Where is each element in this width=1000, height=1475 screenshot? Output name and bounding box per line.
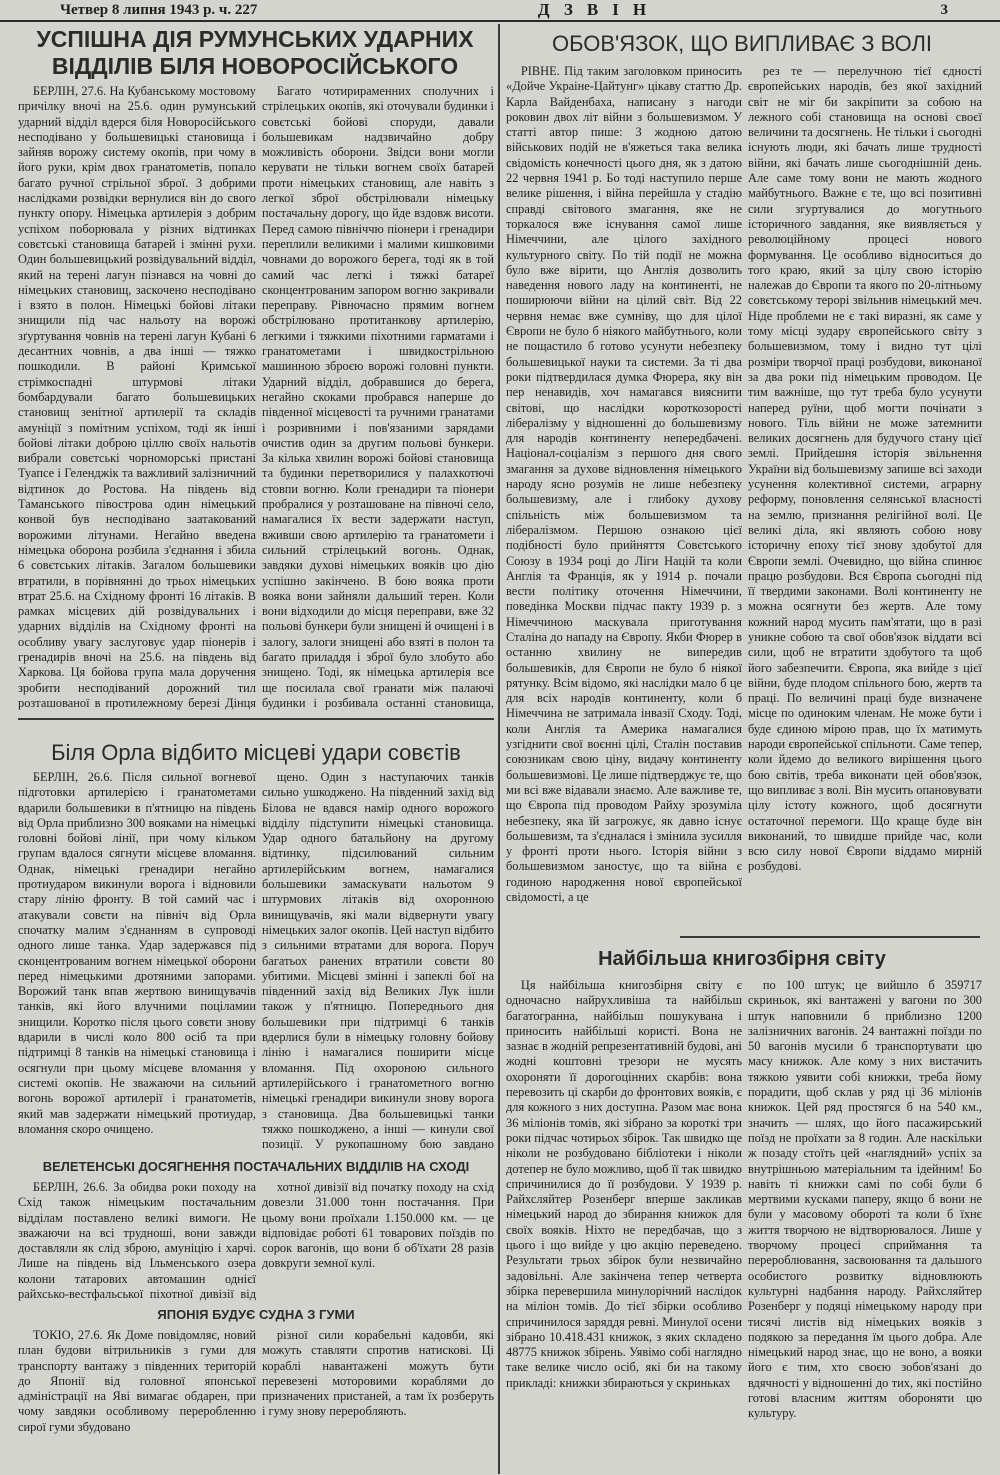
article-supply-text1: БЕРЛІН, 26.6. За обидва роки походу на Схід також німецьким постачальним відділам поставлено великі вимоги. Не зважаючи на всі трудноші, вони завжди доставляли як слід зброю, амуніцію і харчі. Лише на південь від Ільменського озера колони татарових автомашин однієї райхсько-вестфальської піхотної дивізії від bbox=[18, 1180, 256, 1302]
headline-orel: Біля Орла відбито місцеві удари совєтів bbox=[51, 740, 461, 765]
article-romanian-col1 bbox=[18, 84, 256, 712]
masthead bbox=[0, 0, 1000, 22]
article-romanian-text2: Багато чотирираменних сполучних і стрілецьких окопів, які оточували будинки і совєтські бойові споруди, давали большевикам надзвичайно добру можливість оборони. Звідси вони могли керувати не тільки вогнем своїх батарей проти німецьких становищ, але навіть з легкої зброї обстрілювали німецьку постачальну дорогу, що йде вздовж висоти. Перед самою північчю піонери і гренадири переплили великими і малими кишковими човнами до ворожого берега, тоді як в той самий час легкі і тяжкі батареї сконцентрованим запором вогню закривали переправу. Рівночасно прямим вогнем обстрілювано протитанкову артилерію, легкими і тяжкими піхотними гарматами і гранатометами і швидкострільною машинною зброєю ворожі головні пункти. Ударний відділ, добравшися до берега, негайно скоками пробрався наперше до південної місцевості та ручними гранатами і розривними і пов'язаними зарядами очистив один за другим польові бункери. За кілька хвилин ворожі бойові становища та будинки перетворилися у палахкотючі стовпи вогню. Коли гренадири та піонери пробралися у розташоване на півночі село, намагалися їх вести задержати наступ, вживши свою артилерію та гранатомети і сильний стрілецький вогонь. Однак, завдяки духові німецьких вояків цю дію успішно закінчено. В бою вояка проти вояка вони зайняли дальший терен. Коли вони відходили до місця переправи, вже 32 польові бункери були знищені й очищені і в залогу, залоги знищені або взяті в полон та багато приладдя і зброї було злобуто або знищено. Тоді, як німецька артилерія все ще посилала свої гранати між палаючі будинки і розбивала останні становища, bbox=[262, 84, 494, 710]
section-divider-right bbox=[680, 936, 980, 938]
article-library-text1: Ця найбільша книгозбірня світу є одночасно найрухливіша та найбільш багатогранна, найбільш пошукувана і приносить найбільші користі. Вона не зазнає в жодній репрезентативній будові, ані жодні коштовні трезори не мусять охороняти її дорогоцінних скарбів: вона перевозить ці скарби до фронтових вояків, є для кожного з них доступна. Разом має вона 36 міліонів томів, які зібрано за короткі три роки підчас чотирьох збірок. Так швидко ще ніколи не розбудовано бібліотеки і ніколи дотепер не було можливо, щоб її так швидко спричинилися до її розбудови. У 1939 р. Райхсляйтер Розенберг вперше закликав німецький народ до збирання книжок для своїх вояків. Ніхто не передбачав, що з цього і що вийде у цю акцію переведено. Результати трьох збірок були незвичайно задовільні. Але закінчена тепер четверта збірка перевершила минулорічний наслідок на міліон томів. До тієї збірки особливо спричинилося заряддя ревні. Минулої осени зібрано 10.418.431 книжок, з яких складено 48775 книжок збірень. Уявімо собі наглядно таке велике число осіб, які би на такому прикладі: книжки збираються у скриньках bbox=[506, 978, 742, 1390]
article-supply-text2: хотної дивізії від початку походу на схід довезли 31.000 тонн постачання. При цьому вони проїхали 1.150.000 км. — це відповідає роботі 61 товарових поїздів по сорок вагонів, що вони б об'їхати 28 разів довкруги земної кулі. bbox=[262, 1180, 494, 1271]
article-romanian-col2 bbox=[262, 84, 494, 712]
article-orel-text1: БЕРЛІН, 26.6. Після сильної вогневої підготовки артилерією і гранатометами вдарили большевики в п'ятницю на південь від Орла приблизно 300 вояками на німецькі головні бойові лінії, при чому кільком групам вдалося сягнути місцеве вломання. Однак, німецькі гренадири негайно протиударом викинули ворога і відновили стару лінію фронту. В той самий час і атакували совєти на північ від Орла спочатку малим з'єднанням в супроводі одного лише танка. Удар задержався під сконцентрованим вогнем німецької оборони перед німецькими дротяними запорами. Ворожий танк впав жертвою винищувачів танків, які його влучними поціламии знищили. Коротко після цього совєти знову вдарили в числі коло 800 осіб та при підтримці 8 танків на німецькі становища і осягнули при цьому місцеве вломання у системі окопів. Не зважаючи на сильний вогонь ворожої артилерії і гранатометів, який мав задержати німецький протиудар, вломання скоро очищено. bbox=[18, 770, 256, 1136]
article-library-col2 bbox=[748, 978, 982, 1473]
article-japan-col1 bbox=[18, 1328, 256, 1473]
headline-japan: ЯПОНІЯ БУДУЄ СУДНА З ГУМИ bbox=[157, 1307, 355, 1322]
article-japan-col2 bbox=[262, 1328, 494, 1473]
article-japan-text2: різної сили корабельні кадовби, які можуть ставляти спротив натискові. Ці кораблі навантажені можуть бути перевезені моторовими кораблями до призначених пристаней, а там їх розберуть і гуму знову переробляють. bbox=[262, 1328, 494, 1419]
article-supply-col1 bbox=[18, 1180, 256, 1302]
article-romanian-text1: БЕРЛІН, 27.6. На Кубанському мостовому причілку вночі на 25.6. один румунський ударний відділ вдерся біля Новоросійського несподівано у большевицькі становища і зайняв ворожу систему окопів, при чому в його руки, крім двох гранатометів, попало багато ручної стрільної зброї. З добрими наслідками розвідки вернулися він до свого пункту опору. Німецька артилерія з добрим успіхом поборювала у різних відтинках совєтські становища батарей і змінні рухи. Один большевицький розвідувальний відділ, який на терені лагун пізнався на човні до німецьких становищ, заскочено несподівано і взято в полон. Німецькі бойові літаки знищили під час нальоту на ворожі зґуртування човнів на терені лагун Кубані 6 десантних човнів, а два інші — тяжко пошкодили. В районі Кримської стрімкоспадні штурмові літаки бомбардували багато большевицьких становищ зенітної артилерії та складів амуніції з помітним успіхом, тоді як інші бойові літаки доброю ціллю своїх нальотів вибрали совєтські чорноморські пристані Туапсе і Геленджік та важливий залізничний відтинок до Ростова. На південь від Таманського півострова один німецький конвой був несподівано заатакований ворожими літунами. Негайно введена німецька оборона розбила з'єднання і збила 6 совєтських літаків. Загалом большевики втратили, в порівнянні до трьох німецьких втрат 25.6. на Східному фронті 16 літаків. В рамках місцевих дій розвідувальних і ударних відділів на Східному фронті на особливу увагу заслуговує удар піонерів і гренадирів вночі на 25.6. на південь від Харкова. Ця бойова група мала доручення зробити несподіваний дорожний тил розташованої в протилежному березі Дінця bbox=[18, 84, 256, 710]
article-duty-col2 bbox=[748, 64, 982, 916]
article-duty-text2: рез те — перелучною тієї єдності європейських народів, без якої західний світ не міг би закріпити за собою на лежного собі становища на основі своєї величини та досягнень. Не тільки і сьогодні існують люди, які бачать лише трудності війни, які бачать лише сьогоднішній день. Але саме тому вони не мають жодного майбутнього. Важне є те, що всі позитивні сили згуртувалися до могутнього історичного завдання, яке виявляється у революційному процесі нового формування. Це особливо відноситься до того краю, який за цілу свою історію належав до Європи та якого по 20-літньому совєтському терорі звільнив німецький меч. Ніде проблеми не є такі виразні, як саме у тому місці зудару європейського світу з большевизмом, тому і видно тут цілі розміри творчої праці розбудови, виконаної за два роки під німецьким проводом. Це тим важніше, що тут треба було усунути наперед руїни, щоб могти почінати з нового. Тіль війни не може затемнити великих досягнень для будучого стану цієї землі. Прийдешня історія звільнення України від большевизму запише всі заходи усунення колективної системи, аграрну реформу, поновлення селянської власності на землю, признання релігійної волі. Це великі діла, які являють собою нову історичну епоху тієї знову здобутої для Європи землі. Очевидно, що війна спинює працю розбудови. Вся Європа сьогодні під її твердими законами. Волі континенту не можна осягнути без жертв. Але тому кожний народ мусить пам'ятати, що в разі уникне собою та свої обов'язок віддати всі сили, щоб не втратити здобутого та щоб його забезпечити. Європа, яка вийде з цієї війни, буде плодом спільного бою, жертв та праці. По величині праці буде визначене місце по одиноким членам. Не може бути і буде єдиною мірою прав, що їх матимуть народи європейської спільноти. Саме тепер, коли йдемо до великого вирішення цього бою світів, треба виконати цей обов'язок, що випливає з волі. Він мусить опановувати цілу істоту кожного, щоб досягнути остаточної перемоги. Що краще буде він виконаний, то швидше прийде час, коли всю силу нової Європи віддамо мирній розбудові. bbox=[748, 64, 982, 874]
headline-library: Найбільша книгозбірня світу bbox=[598, 948, 886, 970]
article-duty-text1: РІВНЕ. Під таким заголовком приносить «Дойче Украіне-Цайтунг» цікаву статтю Др. Карла Вайденбаха, написану з нагоди роковин двох літ війни з большевизмом. У статті автор пише: З жодною датою військових подій не в'яжеться така велика свідомість конечності цього дня, як з датою 22 червня 1941 р. Бо тоді наступило перше велике рішення, і війна перейшла у стадію справді світового змагання, яке не торкалося вже існування самої лише Німеччини, але цілого західного культурного світу. По тій події не можна було вже вірити, що Англія дозволить наведення нового ладу на континенті, не поширюючи війни на цілий світ. Від 22 червня немає вже сумніву, що для цілої Європи не було б ніякого майбутнього, коли не пощастило б готово усунути небезпеку большевицької науки та системи. За ті два роки підтвердилася думка Фюрера, яку він пер ненавидів, хоч намагався вияснити світові, що наслідки короткозорості лібералізму у відношенні до большевизму для народів континенту непередбачені. Націонал-соціалізм з першого дня свого змагання за духове відновлення німецького народу ясно розумів не лише небезпеку большевизму, але і глибоку духову спільність між большевизмом та лібералізмом. Першою ознакою цієї подібності було прийняття Совєтського Союзу в 1934 році до Ліги Націй та коли Англія та Франція, як у 1914 р. почали вести політику оточення Німеччини, поведінка Москви підчас пакту 1939 р. з Німеччиною маскувала приготування Сталіна до нападу на Європу. Якби Фюрер в останню хвилину не випередив большевиків, для Європи не було б ніякої рятунку. Всім відомо, які наслідки мало б це для всіх народів континенту, коли б Німеччина не затримала інвазії Сходу. Тоді, коли Англія та Америка намагалися узгіднити свої воєнні цілі, Сталін поставив союзникам свою ціну, видачу континенту большевизмові. Це лише підтверджує те, що ми всі вже відавали знаємо. Але важливе те, що Європа під проводом Райху зрозуміла небезпеку, яка їй загрожує, як давно існує большевизм, та з'єдналася і змінила зусилля у фронті проти нього. Історія війни з большевизмом заностує, що та війна є годиною народження нової європейської свідомості, а це bbox=[506, 64, 742, 905]
article-orel-col2 bbox=[262, 770, 494, 1152]
headline-supply: ВЕЛЕТЕНСЬКІ ДОСЯГНЕННЯ ПОСТАЧАЛЬНИХ ВІДДІЛІВ НА СХОДІ bbox=[42, 1159, 470, 1174]
section-divider bbox=[18, 718, 494, 720]
article-japan-text1: ТОКІО, 27.6. Як Доме повідомляє, новий план будови вітрильників з гуми для транспорту вантажу з південних територій до Японії від головної японської адміністрації на Яві вимагає обдарен, при чому завдяки особливому переробленню сирої гуми збудовано bbox=[18, 1328, 256, 1434]
column-divider bbox=[498, 24, 500, 1474]
page-number: 3 bbox=[940, 1, 948, 18]
article-library-text2: по 100 штук; це вийшло б 359717 скриньок, які вантажені у вагони по 300 штук наповнили б приблизно 1200 залізничних вагонів. 24 вантажні поїзди по 50 вагонів мусили б транспортувати цю масу книжок. Але кому з них вистачить тяжкою уявити собі книжки, треба йому порадити, щоб склав у ряд ці 36 міліонів книжок. Цей ряд простягся б на 540 км., значить — шлях, що його пасажирський поїзд не проїхати за 8 годин. Але наскільки ж позаду стоїть цей «наглядний» успіх за внутрішньою матеріальним та ідейним! Бо навіть ті книжки самі по собі були б мертвими кусками паперу, якщо б вони не були у масовому обороті та коли б їхнє життя творчою не відтворювалося. Лише у творчому процесі сприймання та перероблювання, засвоювання та дальшого особистого розвитку відновлюють культурні надбання народу. Райхсляйтер Розенберг у подяці німецькому народу при тисячі листів від німецьких вояків з подякою за передання їм цього добра. Але німецький народ знає, що не воно, а вояки його є тим, хто своєю зобов'язані до вдячності у відношенні до тих, які постійно готові власним життям обороняти цю культуру. bbox=[748, 978, 982, 1421]
article-supply-col2 bbox=[262, 1180, 494, 1302]
headline-duty: ОБОВ'ЯЗОК, ЩО ВИПЛИВАЄ З ВОЛІ bbox=[551, 31, 933, 56]
paper-name: ДЗВІН bbox=[537, 0, 661, 19]
article-orel-col1 bbox=[18, 770, 256, 1152]
article-duty-col1 bbox=[506, 64, 742, 916]
article-orel-text2: щено. Один з наступаючих танків сильно ушкоджено. На південний захід від Білова не вдався намір одного ворожого відділу підступити німецькі становища. Удар одного батальйону на другому відтинку, підсилюваний сильним артилерійським вогнем, намагалися большевики замаскувати нальотом 9 штурмових літаків від охоронною винищувачів, які мали відвернути увагу німецьких залог окопів. Цей наступ відбито з сильними втратами для ворога. Поруч багатьох ранених втратили совєти 80 убитими. Місцеві змінні і запеклі бої на південний захід від Великих Лук ішли також у п'ятницю. Попереднього дня большевики при підтримці 6 танків вдерлися були в німецьку головну бойову лінію і намагалися поширити місце вломання. Під охороною сильного артилерійського і гранатометного вогню німецькі гренадири викинули знову ворога з становища. Два большевицькі танки тяжко пошкоджено, а інші — кинули свої позиції. У рукопашному бою завдано bbox=[262, 770, 494, 1152]
headline-romanian: УСПІШНА ДІЯ РУМУНСЬКИХ УДАРНИХ ВІДДІЛІВ БІЛЯ НОВОРОСІЙСЬКОГО bbox=[36, 26, 474, 79]
article-library-col1 bbox=[506, 978, 742, 1473]
issue-date: Четвер 8 липня 1943 р. ч. 227 bbox=[60, 1, 258, 18]
